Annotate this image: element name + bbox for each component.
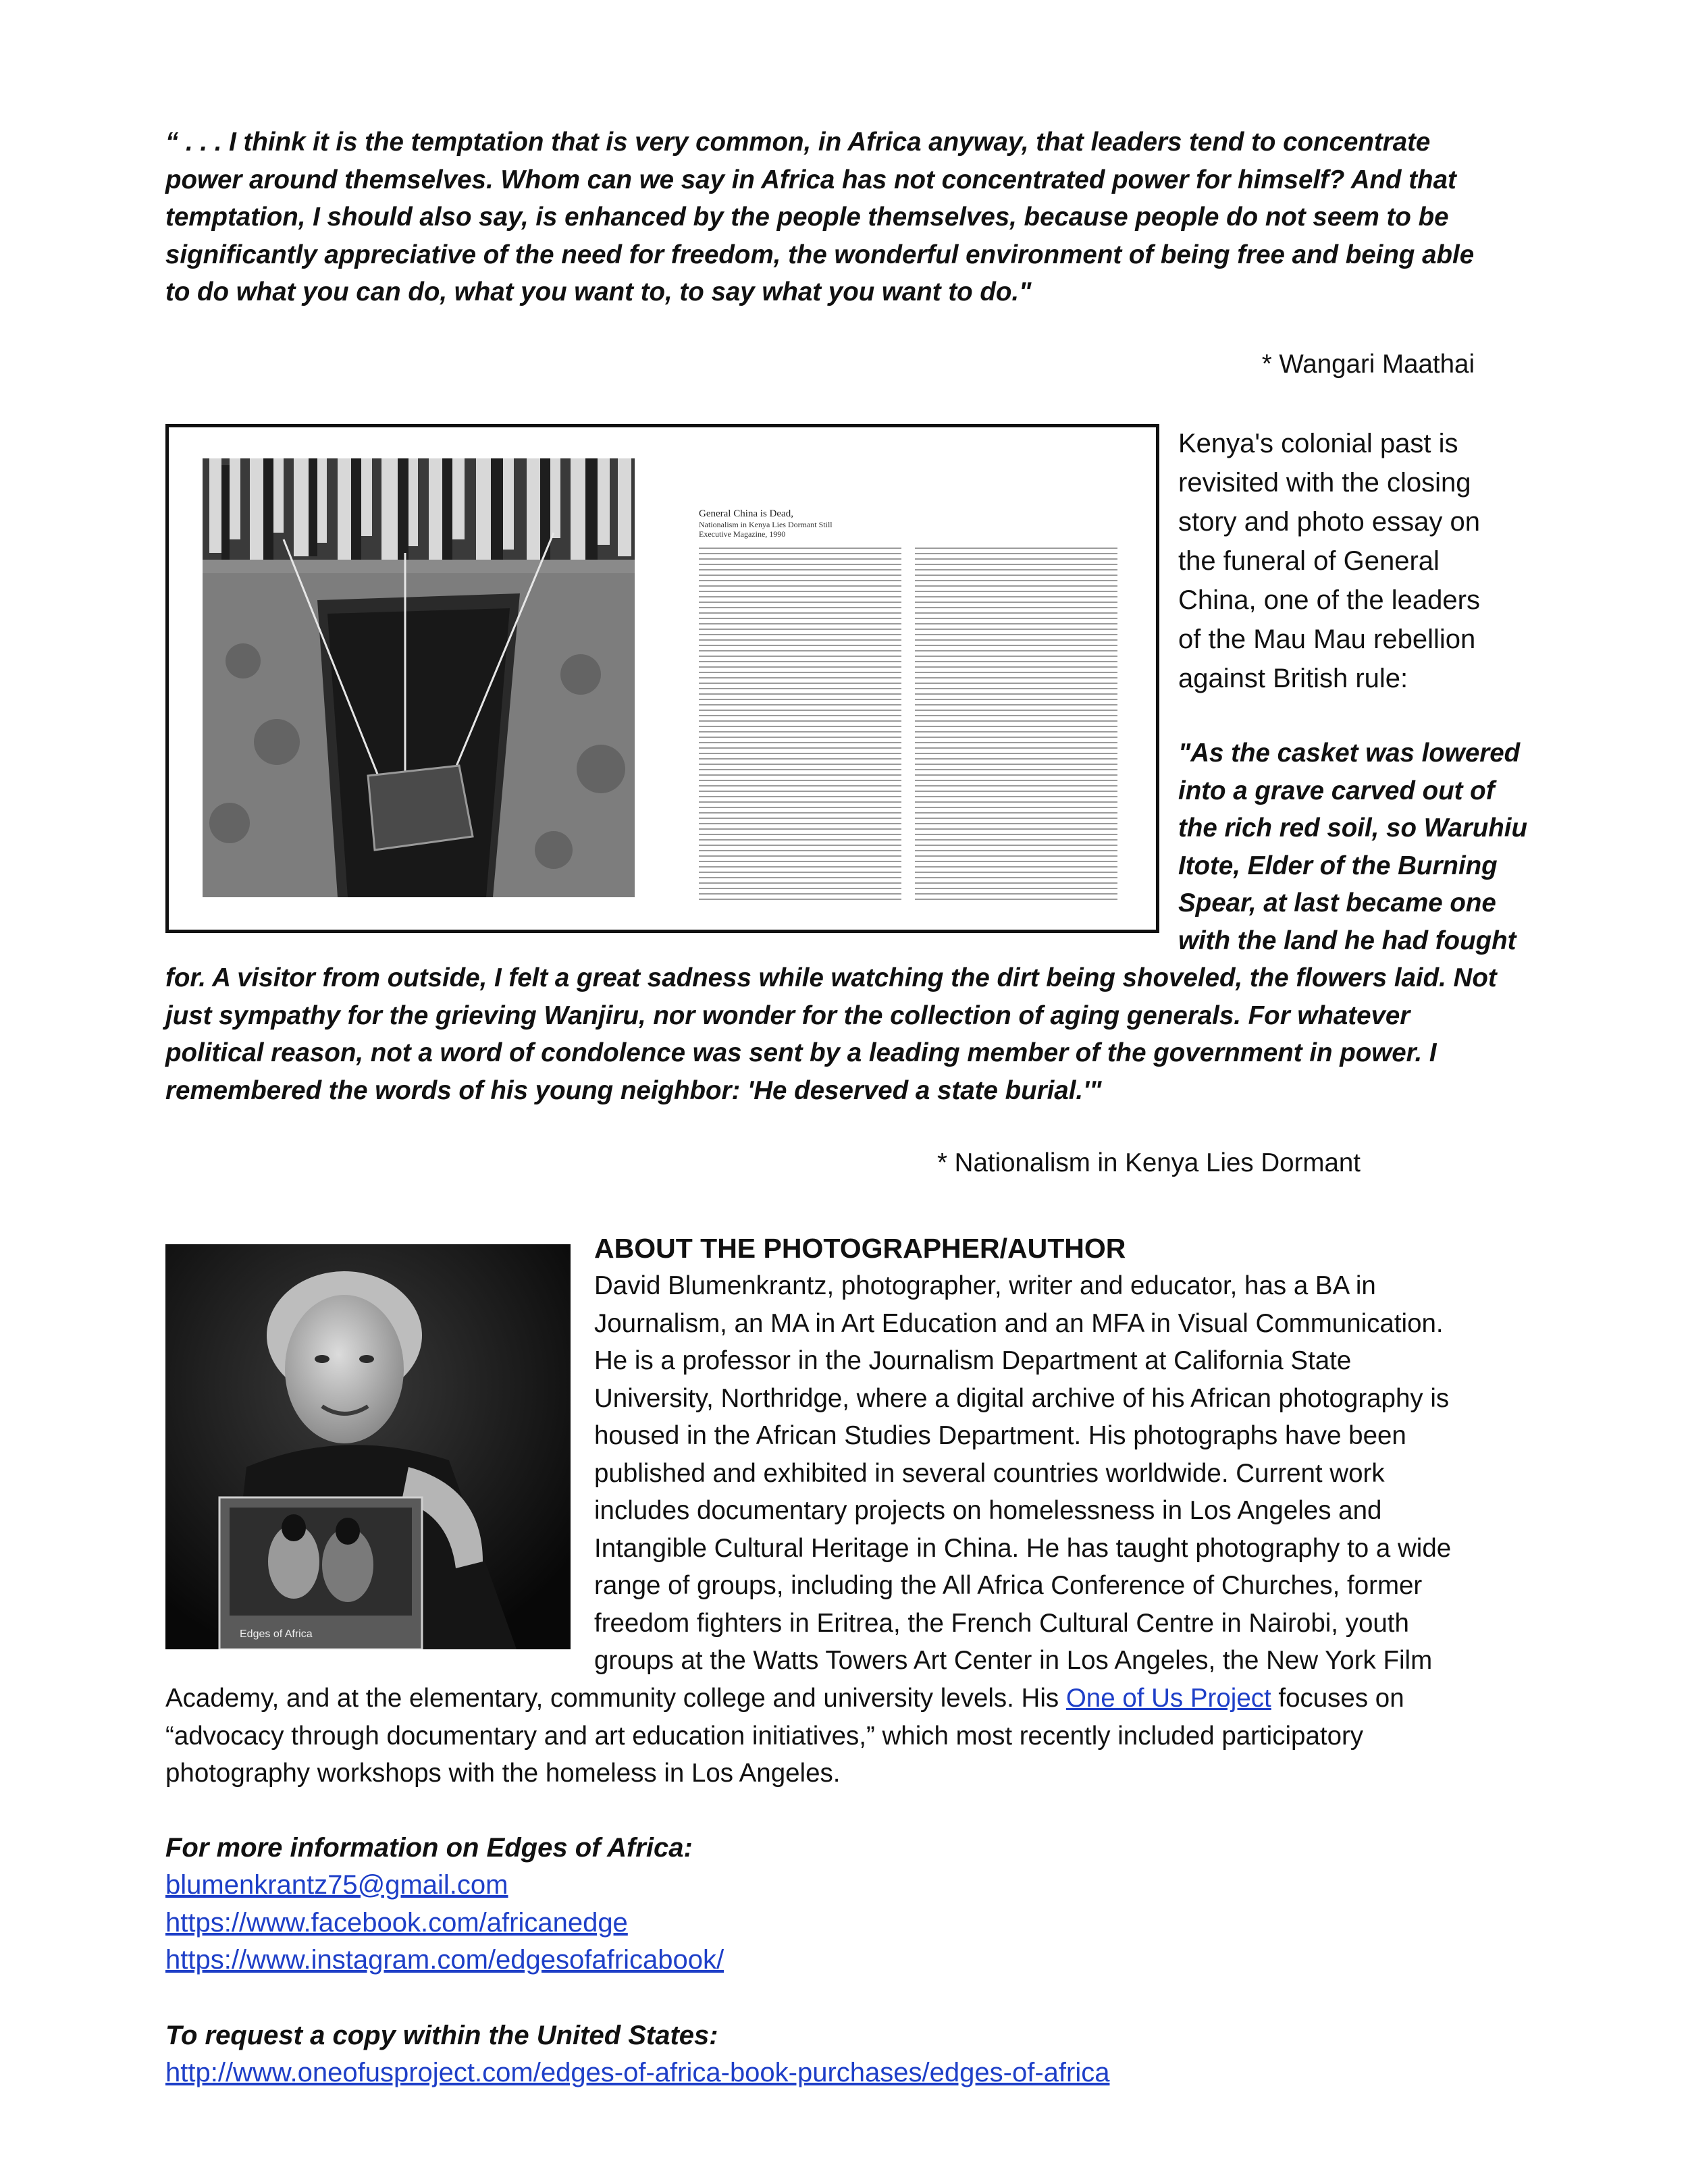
funeral-quote-side bbox=[1178, 735, 1556, 959]
magazine-spread-image bbox=[165, 424, 1159, 933]
bio-line: University, Northridge, where a digital archive of his African photography is bbox=[594, 1383, 1450, 1413]
bio-text: focuses on bbox=[1271, 1684, 1404, 1713]
funeral-photo bbox=[203, 458, 635, 897]
bio-line: “advocacy through documentary and art education initiatives,” which most recently included participatory bbox=[165, 1721, 1364, 1751]
intro-line: story and photo essay on bbox=[1178, 507, 1480, 537]
bio-line: groups at the Watts Towers Art Center in Los Angeles, the New York Film bbox=[594, 1646, 1433, 1675]
bio-line bbox=[165, 1680, 1543, 1717]
purchase-link[interactable]: http://www.oneofusproject.com/edges-of-africa-book-purchases/edges-of-africa bbox=[165, 2058, 1110, 2087]
bio-line: freedom fighters in Eritrea, the French Cultural Centre in Nairobi, youth bbox=[594, 1608, 1409, 1638]
bio-line: He is a professor in the Journalism Department at California State bbox=[594, 1346, 1352, 1375]
article-heading: General China is Dead, bbox=[699, 508, 793, 519]
quote-line: just sympathy for the grieving Wanjiru, nor wonder for the collection of aging generals. For whatever bbox=[165, 1001, 1410, 1030]
article-text-column bbox=[699, 508, 1117, 903]
article-subheading: Nationalism in Kenya Lies Dormant Still bbox=[699, 520, 833, 529]
quote-line: with the land he had fought bbox=[1178, 926, 1516, 955]
quote-line: to do what you can do, what you want to, to say what you want to do." bbox=[165, 277, 1032, 307]
contact-links bbox=[165, 1867, 724, 1979]
email-link[interactable]: blumenkrantz75@gmail.com bbox=[165, 1870, 508, 1900]
quote-line: remembered the words of his young neighbor: 'He deserved a state burial.'" bbox=[165, 1075, 1102, 1105]
about-heading: ABOUT THE PHOTOGRAPHER/AUTHOR bbox=[594, 1233, 1126, 1264]
quote-line: temptation, I should also say, is enhanced by the people themselves, because people do not seem to be bbox=[165, 203, 1449, 232]
one-of-us-project-link[interactable]: One of Us Project bbox=[1065, 1684, 1271, 1713]
maathai-quote bbox=[165, 124, 1536, 311]
quote-line: power around themselves. Whom can we say in Africa has not concentrated power for himself? And that bbox=[165, 165, 1456, 194]
bio-line: housed in the African Studies Department. His photographs have been bbox=[594, 1421, 1406, 1450]
book-cover-title: Edges of Africa bbox=[240, 1628, 313, 1640]
article-attribution: * Nationalism in Kenya Lies Dormant bbox=[937, 1148, 1361, 1177]
quote-line: the rich red soil, so Waruhiu bbox=[1178, 814, 1527, 843]
bio-line: published and exhibited in several countries worldwide. Current work bbox=[594, 1458, 1385, 1488]
intro-line: the funeral of General bbox=[1178, 546, 1440, 576]
article-body-column bbox=[915, 548, 1117, 903]
article-body-column bbox=[699, 548, 901, 903]
instagram-link[interactable]: https://www.instagram.com/edgesofafricabook/ bbox=[165, 1945, 724, 1975]
bio-line: photography workshops with the homeless in Los Angeles. bbox=[165, 1759, 841, 1788]
bio-line: includes documentary projects on homelessness in Los Angeles and bbox=[594, 1496, 1382, 1525]
intro-line: Kenya's colonial past is bbox=[1178, 429, 1458, 458]
bio-paragraph bbox=[594, 1267, 1536, 1680]
facebook-link[interactable]: https://www.facebook.com/africanedge bbox=[165, 1907, 628, 1938]
bio-line: David Blumenkrantz, photographer, writer and educator, has a BA in bbox=[594, 1271, 1376, 1300]
intro-line: China, one of the leaders bbox=[1178, 585, 1480, 615]
bio-line: Intangible Cultural Heritage in China. He has taught photography to a wide bbox=[594, 1533, 1452, 1563]
funeral-quote-continued bbox=[165, 959, 1543, 1109]
maathai-attribution: * Wangari Maathai bbox=[1261, 350, 1475, 379]
bio-paragraph-continued bbox=[165, 1680, 1543, 1792]
bio-line: Journalism, an MA in Art Education and an MFA in Visual Communication. bbox=[594, 1308, 1444, 1338]
quote-line: “ . . . I think it is the temptation that is very common, in Africa anyway, that leaders tend to concentrate bbox=[165, 128, 1431, 157]
intro-line: revisited with the closing bbox=[1178, 468, 1471, 498]
quote-line: into a grave carved out of bbox=[1178, 776, 1495, 805]
intro-line: of the Mau Mau rebellion bbox=[1178, 624, 1476, 654]
quote-line: significantly appreciative of the need for freedom, the wonderful environment of being free and being able bbox=[165, 240, 1475, 269]
quote-line: Spear, at last became one bbox=[1178, 888, 1496, 917]
quote-line: "As the casket was lowered bbox=[1178, 739, 1521, 768]
intro-paragraph bbox=[1178, 424, 1556, 698]
more-info-heading: For more information on Edges of Africa: bbox=[165, 1833, 693, 1863]
quote-line: Itote, Elder of the Burning bbox=[1178, 851, 1498, 880]
bio-text: Academy, and at the elementary, community college and university levels. His bbox=[165, 1684, 1066, 1713]
quote-line: for. A visitor from outside, I felt a great sadness while watching the dirt being shoveled, the flowers laid. Not bbox=[165, 963, 1497, 992]
quote-line: political reason, not a word of condolence was sent by a leading member of the government in power. I bbox=[165, 1038, 1437, 1067]
intro-line: against British rule: bbox=[1178, 664, 1408, 693]
bio-line: range of groups, including the All Africa Conference of Churches, former bbox=[594, 1571, 1423, 1600]
article-source: Executive Magazine, 1990 bbox=[699, 529, 786, 539]
author-portrait bbox=[165, 1244, 571, 1649]
request-heading: To request a copy within the United States: bbox=[165, 2021, 718, 2050]
book-cover-icon bbox=[219, 1497, 422, 1649]
